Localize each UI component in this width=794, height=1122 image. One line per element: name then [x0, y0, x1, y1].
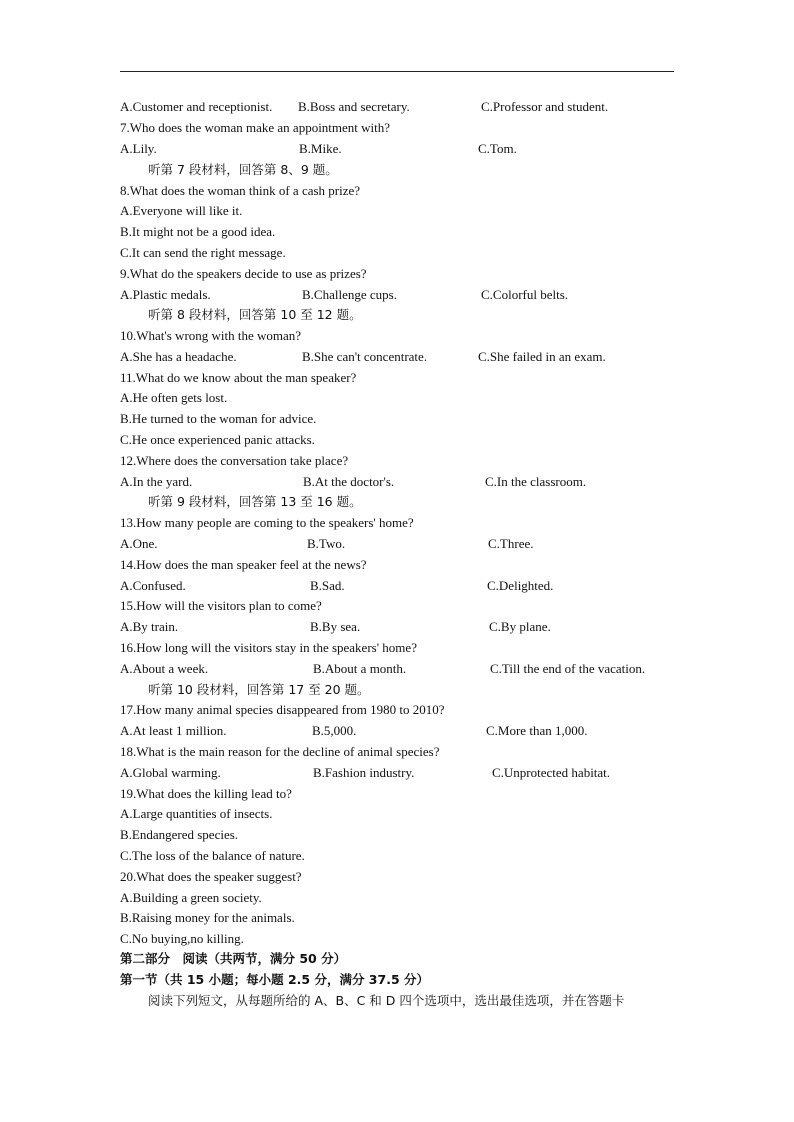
- option-c: C.Tom.: [478, 141, 517, 156]
- option-a: A.He often gets lost.: [120, 390, 228, 405]
- option-a: A.Everyone will like it.: [120, 203, 243, 218]
- option-b: B.Boss and secretary.: [298, 99, 410, 114]
- option-a: A.Confused.: [120, 578, 186, 593]
- question-12: 12.Where does the conversation take place?: [120, 453, 349, 468]
- option-c: C.More than 1,000.: [486, 723, 588, 738]
- part-two-heading: 第二部分 阅读（共两节，满分 50 分）: [120, 951, 347, 966]
- option-c: C.The loss of the balance of nature.: [120, 848, 305, 863]
- section-instruction: 听第 9 段材料，回答第 13 至 16 题。: [148, 494, 362, 509]
- option-a: A.Large quantities of insects.: [120, 806, 273, 821]
- question-11: 11.What do we know about the man speaker?: [120, 370, 357, 385]
- question-7: 7.Who does the woman make an appointment with?: [120, 120, 391, 135]
- option-c: C.It can send the right message.: [120, 245, 286, 260]
- section-instruction: 听第 10 段材料，回答第 17 至 20 题。: [148, 682, 370, 697]
- question-13: 13.How many people are coming to the speakers' home?: [120, 515, 414, 530]
- question-18: 18.What is the main reason for the decline of animal species?: [120, 744, 440, 759]
- option-b: B.She can't concentrate.: [302, 349, 428, 364]
- option-c: C.Colorful belts.: [481, 287, 569, 302]
- option-c: C.Till the end of the vacation.: [490, 661, 646, 676]
- option-c: C.Three.: [488, 536, 534, 551]
- option-a: A.Global warming.: [120, 765, 221, 780]
- option-a: A.In the yard.: [120, 474, 193, 489]
- option-c: C.Professor and student.: [481, 99, 609, 114]
- question-20: 20.What does the speaker suggest?: [120, 869, 302, 884]
- question-8: 8.What does the woman think of a cash prize?: [120, 183, 361, 198]
- option-c: C.In the classroom.: [485, 474, 587, 489]
- option-b: B.By sea.: [310, 619, 361, 634]
- option-c: C.Unprotected habitat.: [492, 765, 611, 780]
- question-15: 15.How will the visitors plan to come?: [120, 598, 322, 613]
- option-b: B.It might not be a good idea.: [120, 224, 276, 239]
- reading-instruction: 阅读下列短文，从每题所给的 A、B、C 和 D 四个选项中，选出最佳选项，并在答题卡: [148, 993, 625, 1008]
- option-a: A.Lily.: [120, 141, 157, 156]
- option-a: A.By train.: [120, 619, 179, 634]
- option-a: A.One.: [120, 536, 158, 551]
- option-b: B.Fashion industry.: [313, 765, 415, 780]
- option-b: B.Challenge cups.: [302, 287, 397, 302]
- question-19: 19.What does the killing lead to?: [120, 786, 292, 801]
- question-17: 17.How many animal species disappeared from 1980 to 2010?: [120, 702, 445, 717]
- question-10: 10.What's wrong with the woman?: [120, 328, 302, 343]
- option-b: B.Raising money for the animals.: [120, 910, 295, 925]
- option-a: A.Building a green society.: [120, 890, 262, 905]
- section-one-heading: 第一节（共 15 小题；每小题 2.5 分，满分 37.5 分）: [120, 972, 429, 987]
- header-rule: [120, 71, 674, 72]
- question-16: 16.How long will the visitors stay in the speakers' home?: [120, 640, 417, 655]
- option-c: C.She failed in an exam.: [478, 349, 606, 364]
- option-b: B.He turned to the woman for advice.: [120, 411, 317, 426]
- option-a: A.Customer and receptionist.: [120, 99, 273, 114]
- question-9: 9.What do the speakers decide to use as prizes?: [120, 266, 367, 281]
- option-b: B.Endangered species.: [120, 827, 239, 842]
- question-14: 14.How does the man speaker feel at the news?: [120, 557, 367, 572]
- option-a: A.She has a headache.: [120, 349, 237, 364]
- option-b: B.Sad.: [310, 578, 345, 593]
- option-c: C.No buying,no killing.: [120, 931, 244, 946]
- section-instruction: 听第 8 段材料，回答第 10 至 12 题。: [148, 307, 362, 322]
- option-c: C.By plane.: [489, 619, 551, 634]
- section-instruction: 听第 7 段材料，回答第 8、9 题。: [148, 162, 338, 177]
- option-b: B.About a month.: [313, 661, 407, 676]
- option-b: B.Mike.: [299, 141, 342, 156]
- option-a: A.Plastic medals.: [120, 287, 211, 302]
- option-b: B.At the doctor's.: [303, 474, 395, 489]
- option-a: A.At least 1 million.: [120, 723, 227, 738]
- option-b: B.Two.: [307, 536, 346, 551]
- option-b: B.5,000.: [312, 723, 357, 738]
- option-a: A.About a week.: [120, 661, 209, 676]
- option-c: C.Delighted.: [487, 578, 554, 593]
- option-c: C.He once experienced panic attacks.: [120, 432, 315, 447]
